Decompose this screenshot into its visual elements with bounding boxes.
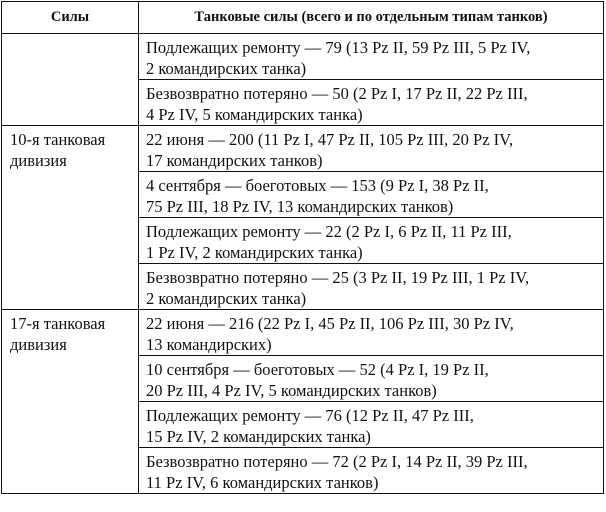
tank-count-cell bbox=[139, 264, 604, 310]
tank-count-line: Подлежащих ремонту — 79 (13 Pz II, 59 Pz III, 5 Pz IV, bbox=[146, 38, 531, 57]
tank-count-line: 4 сентября — боеготовых — 153 (9 Pz I, 38 Pz II, bbox=[146, 176, 489, 195]
tank-count-line: Безвозвратно потеряно — 50 (2 Pz I, 17 Pz II, 22 Pz III, bbox=[146, 84, 528, 103]
tank-count-line: 13 командирских) bbox=[146, 335, 272, 354]
force-name-line: дивизия bbox=[10, 151, 67, 170]
tank-count-line: 17 командирских танков) bbox=[146, 151, 323, 170]
tank-count-line: 22 июня — 216 (22 Pz I, 45 Pz II, 106 Pz III, 30 Pz IV, bbox=[146, 314, 514, 333]
table-row bbox=[2, 310, 604, 356]
tank-count-cell bbox=[139, 172, 604, 218]
tank-count-line: Безвозвратно потеряно — 72 (2 Pz I, 14 Pz II, 39 Pz III, bbox=[146, 452, 528, 471]
tank-count-line: 4 Pz IV, 5 командирских танка) bbox=[146, 105, 363, 124]
tank-count-line: 2 командирских танка) bbox=[146, 59, 307, 78]
header-row bbox=[2, 2, 604, 34]
tank-count-line: Подлежащих ремонту — 76 (12 Pz II, 47 Pz III, bbox=[146, 406, 474, 425]
force-cell bbox=[2, 34, 139, 126]
force-name-line: 17-я танковая bbox=[10, 314, 106, 333]
tank-count-cell bbox=[139, 126, 604, 172]
force-name-line: 10-я танковая bbox=[10, 130, 106, 149]
tank-count-line: 2 командирских танка) bbox=[146, 289, 307, 308]
table-body bbox=[2, 34, 604, 494]
table-row bbox=[2, 126, 604, 172]
tank-count-cell bbox=[139, 356, 604, 402]
tank-count-line: 1 Pz IV, 2 командирских танка) bbox=[146, 243, 363, 262]
tank-count-cell bbox=[139, 448, 604, 494]
tank-count-line: 75 Pz III, 18 Pz IV, 13 командирских танков) bbox=[146, 197, 454, 216]
tank-count-cell bbox=[139, 218, 604, 264]
tank-count-line: 22 июня — 200 (11 Pz I, 47 Pz II, 105 Pz III, 20 Pz IV, bbox=[146, 130, 514, 149]
header-forces: Силы bbox=[2, 2, 139, 34]
tank-count-cell bbox=[139, 402, 604, 448]
tank-count-cell bbox=[139, 34, 604, 80]
tank-count-cell bbox=[139, 80, 604, 126]
force-cell bbox=[2, 310, 139, 494]
tank-count-cell bbox=[139, 310, 604, 356]
force-name-line: дивизия bbox=[10, 335, 67, 354]
tank-count-line: Безвозвратно потеряно — 25 (3 Pz II, 19 Pz III, 1 Pz IV, bbox=[146, 268, 530, 287]
table-row bbox=[2, 34, 604, 80]
tank-forces-table bbox=[1, 1, 604, 494]
tank-count-line: Подлежащих ремонту — 22 (2 Pz I, 6 Pz II, 11 Pz III, bbox=[146, 222, 512, 241]
force-cell bbox=[2, 126, 139, 310]
header-tank-forces: Танковые силы (всего и по отдельным типам танков) bbox=[139, 2, 604, 34]
tank-count-line: 10 сентября — боеготовых — 52 (4 Pz I, 19 Pz II, bbox=[146, 360, 489, 379]
tank-count-line: 20 Pz III, 4 Pz IV, 5 командирских танков) bbox=[146, 381, 437, 400]
tank-count-line: 11 Pz IV, 6 командирских танков) bbox=[146, 473, 379, 492]
tank-count-line: 15 Pz IV, 2 командирских танка) bbox=[146, 427, 371, 446]
